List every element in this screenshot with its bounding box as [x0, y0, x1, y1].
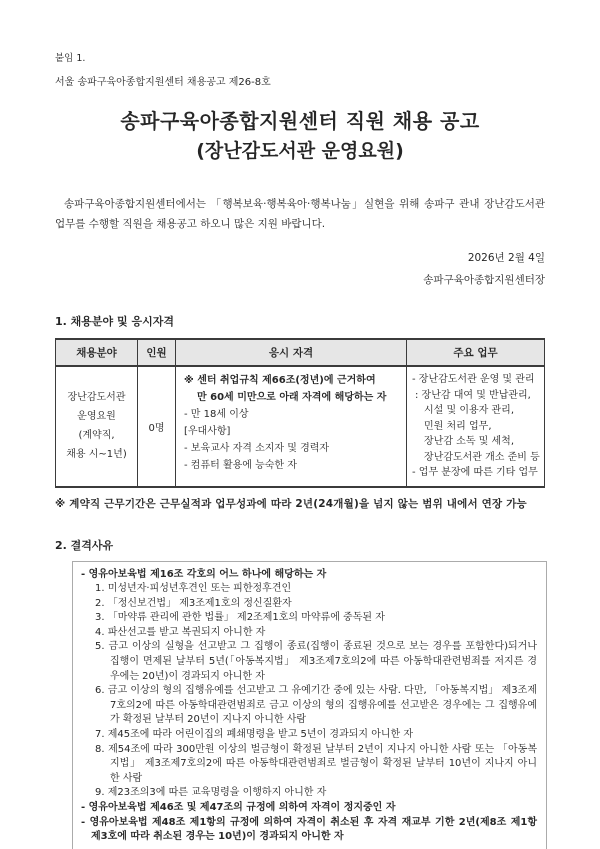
qualification-note-line: 만 60세 미만으로 아래 자격에 해당하는 자: [197, 392, 387, 403]
duty-line: - 장난감도서관 운영 및 관리: [412, 374, 535, 385]
section2-heading: 2. 결격사유: [55, 538, 114, 552]
qualification-note-line: ※ 센터 취업규칙 제66조(정년)에 근거하여: [184, 375, 376, 386]
qualification-item: - 보육교사 자격 소지자 및 경력자: [184, 443, 330, 454]
intro-paragraph: 송파구육아종합지원센터에서는 「행복보육·행복육아·행복나눔」실현을 위해 송파구 관내 장난감도서관 업무를 수행할 직원을 채용공고 하오니 많은 지원 바랍니다.: [55, 198, 545, 230]
disqualification-lead: - 영유아보육법 제16조 각호의 어느 하나에 해당하는 자: [81, 568, 327, 580]
disqualification-item: 9. 제23조의3에 따른 교육명령을 이행하지 아니한 자: [95, 787, 327, 799]
duty-line: 장난감 소독 및 세척,: [424, 436, 514, 447]
col-header-headcount: 인원: [138, 339, 176, 366]
disqualification-tail: - 영유아보육법 제48조 제1항의 규정에 의하여 자격이 취소된 후 자격 재교부 기한 2년(제8조 제1항 제3호에 따라 취소된 경우는 10년)이 경과되지 아니한 자: [81, 816, 537, 843]
qualification-item: - 컴퓨터 활용에 능숙한 자: [184, 460, 297, 471]
disqualification-tail: - 영유아보육법 제46조 및 제47조의 규정에 의하여 자격이 정지중인 자: [81, 802, 396, 813]
disqualification-item: 7. 제45조에 따라 어린이집의 폐쇄명령을 받고 5년이 경과되지 아니한 자: [95, 729, 414, 741]
duty-line: 시설 및 이용자 관리,: [424, 405, 514, 416]
disqualification-item: 5. 금고 이상의 실형을 선고받고 그 집행이 종료(집행이 종료된 것으로 보는 경우를 포함한다)되거나 집행이 면제된 날부터 5년(「아동복지법」 제3조제7호의2에 따른 아동학대관련범죄를 저지른 경우에는 20년)이 경과되지 아니한 자: [95, 641, 537, 682]
field-cell: [56, 366, 138, 487]
doc-title: 송파구육아종합지원센터 직원 채용 공고: [120, 109, 480, 133]
duty-line: 민원 처리 업무,: [424, 420, 492, 432]
duties-cell: [407, 366, 545, 487]
disqualification-item: 1. 미성년자·피성년후견인 또는 피한정후견인: [95, 583, 292, 595]
disqualification-item: 2. 「정신보건법」 제3조제1호의 정신질환자: [95, 597, 292, 609]
field-line: (계약직,: [78, 430, 115, 442]
disqualification-item: 6. 금고 이상의 형의 집행유예를 선고받고 그 유예기간 중에 있는 사람. 다만, 「아동복지법」 제3조제7호의2에 따른 아동학대관련범죄로 금고 이상의 형의 집행유예를 선고받은 경우에는 그 집행유예가 확정된 날부터 20년이 지나지 아니한 사람: [95, 685, 537, 726]
duty-line: - 업무 분장에 따른 기타 업무: [412, 467, 538, 478]
disqualification-item: 3. 「마약류 관리에 관한 법률」 제2조제1호의 마약류에 중독된 자: [95, 612, 385, 624]
contract-period-note: ※ 계약직 근무기간은 근무실적과 업무성과에 따라 2년(24개월)을 넘지 않는 범위 내에서 연장 가능: [55, 497, 527, 510]
headcount-cell: 0명: [138, 366, 176, 487]
qualification-item: [우대사항]: [184, 426, 231, 437]
attachment-label: 붙임 1.: [55, 53, 86, 64]
duty-line: : 장난감 대여 및 반납관리,: [415, 389, 531, 401]
table-header-row: [56, 339, 545, 366]
qualification-item: - 만 18세 이상: [184, 409, 249, 420]
section1-heading: 1. 채용분야 및 응시자격: [55, 315, 174, 328]
disqualification-item: 4. 파산선고를 받고 복권되지 아니한 자: [95, 626, 266, 638]
recruitment-table: [55, 338, 545, 488]
col-header-qualification: 응시 자격: [176, 339, 407, 366]
announcement-date: 2026년 2월 4일: [467, 252, 545, 264]
col-header-field: 채용분야: [56, 339, 138, 366]
duty-line: 장난감도서관 개소 준비 등: [424, 451, 540, 463]
field-line: 채용 시~1년): [66, 449, 127, 461]
signer-name: 송파구육아종합지원센터장: [423, 274, 545, 286]
col-header-duties: 주요 업무: [407, 339, 545, 366]
field-line: 장난감도서관: [67, 392, 126, 404]
table-row: [56, 366, 545, 487]
doc-number: 서울 송파구육아종합지원센터 채용공고 제26-8호: [55, 77, 271, 88]
doc-subtitle: (장난감도서관 운영요원): [196, 140, 404, 162]
qualification-cell: [176, 366, 407, 487]
disqualification-item: 8. 제54조에 따라 300만원 이상의 벌금형이 확정된 날부터 2년이 지나지 아니한 사람 또는 「아동복지법」 제3조제7호의2에 따른 아동학대관련범죄로 벌금형이 확정된 날부터 10년이 지나지 아니한 사람: [95, 743, 537, 784]
disqualification-box: [72, 561, 547, 849]
field-line: 운영요원: [77, 411, 116, 423]
